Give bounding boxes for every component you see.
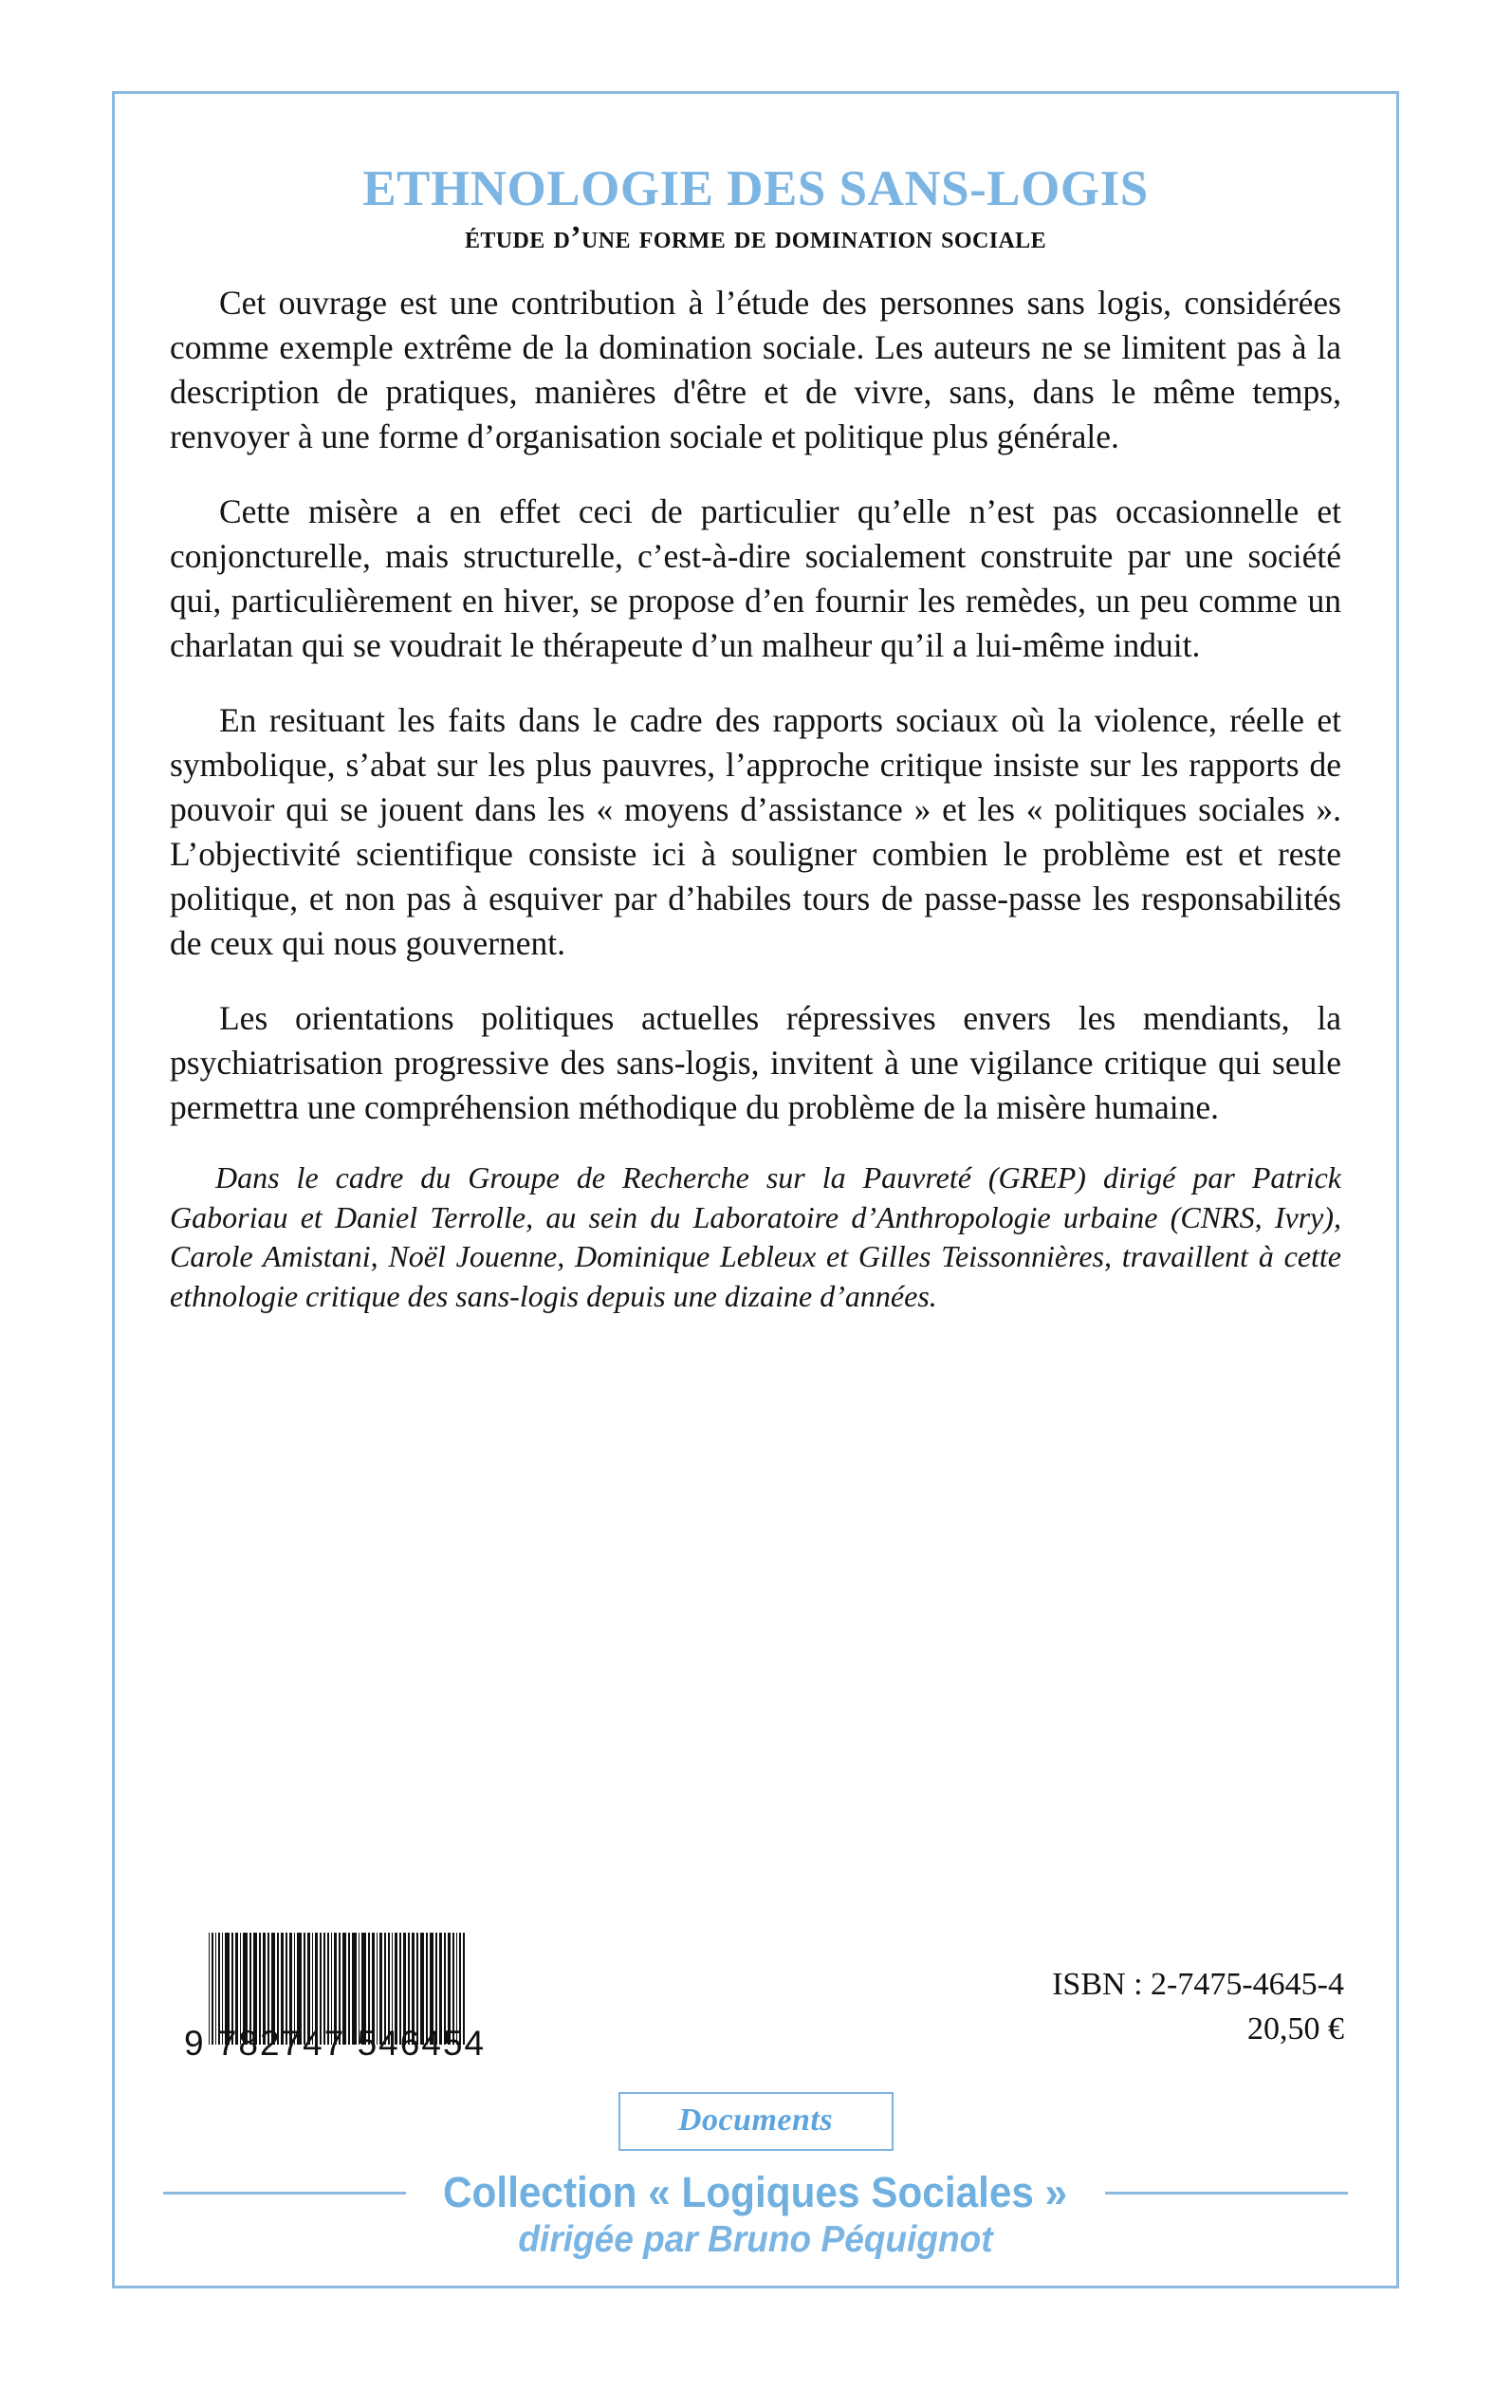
isbn-price-block <box>1052 1963 1344 2064</box>
collection-title: Collection « Logiques Sociales » <box>443 2168 1068 2216</box>
rule-right <box>1105 2192 1348 2195</box>
collection-subtitle: dirigée par Bruno Péquignot <box>518 2219 993 2260</box>
paragraph-3: En resituant les faits dans le cadre des rapports sociaux où la violence, réelle et symbolique, s’abat sur les plus pauvres, l’approche critique insiste sur les rapports de pouvoir qui se jouent dans les « moyens d’assistance » et les « politiques sociales ». L’objectivité scientifique consiste ici à souligner combien le problème est et reste politique, et non pas à esquiver par d’habiles tours de passe-passe les responsabilités de ceux qui nous gouvernent. <box>170 700 1341 963</box>
rule-left <box>163 2192 406 2195</box>
isbn-row <box>157 1933 1354 2064</box>
series-badge-label: Documents <box>677 2102 834 2138</box>
credits-paragraph: Dans le cadre du Groupe de Recherche sur la Pauvreté (GREP) dirigé par Patrick Gaboriau et Daniel Terrolle, au sein du Laboratoire d’Anthropologie urbaine (CNRS, Ivry), Carole Amistani, Noël Jouenne, Dominique Lebleux et Gilles Teissonnières, travaillent à cette ethnologie critique des sans-logis depuis une dizaine d’années. <box>170 1160 1341 1313</box>
isbn-value: ISBN : 2-7475-4645-4 <box>1052 1967 1344 2003</box>
book-back-cover <box>112 91 1399 2288</box>
blurb-text <box>157 281 1354 1131</box>
title-block <box>157 94 1354 256</box>
collection-row <box>157 2168 1354 2217</box>
paragraph-4: Les orientations politiques actuelles répressives envers les mendiants, la psychiatrisation progressive des sans-logis, invitent à une vigilance critique qui seule permettra une compréhension méthodique du problème de la misère humaine. <box>170 999 1341 1127</box>
paragraph-1: Cet ouvrage est une contribution à l’étude des personnes sans logis, considérées comme exemple extrême de la domination sociale. Les auteurs ne se limitent pas à la description de pratiques, manières d'être et de vivre, sans, dans le même temps, renvoyer à une forme d’organisation sociale et politique plus générale. <box>170 283 1341 455</box>
page-title: ETHNOLOGIE DES SANS-LOGIS <box>362 161 1149 216</box>
price-value: 20,50 € <box>1247 2011 1344 2047</box>
paragraph-2: Cette misère a en effet ceci de particulier qu’elle n’est pas occasionnelle et conjoncturelle, mais structurelle, c’est-à-dire socialement construite par une société qui, particulièrement en hiver, se propose d’en fournir les remèdes, un peu comme un charlatan qui se voudrait le thérapeute d’un malheur qu’il a lui-même induit. <box>170 491 1341 664</box>
barcode <box>182 1933 487 2064</box>
page-subtitle: étude d’une forme de domination sociale <box>464 220 1047 256</box>
series-badge <box>618 2092 894 2151</box>
barcode-digits: 9 782747 546454 <box>184 2024 487 2063</box>
cover-footer <box>115 1933 1396 2286</box>
